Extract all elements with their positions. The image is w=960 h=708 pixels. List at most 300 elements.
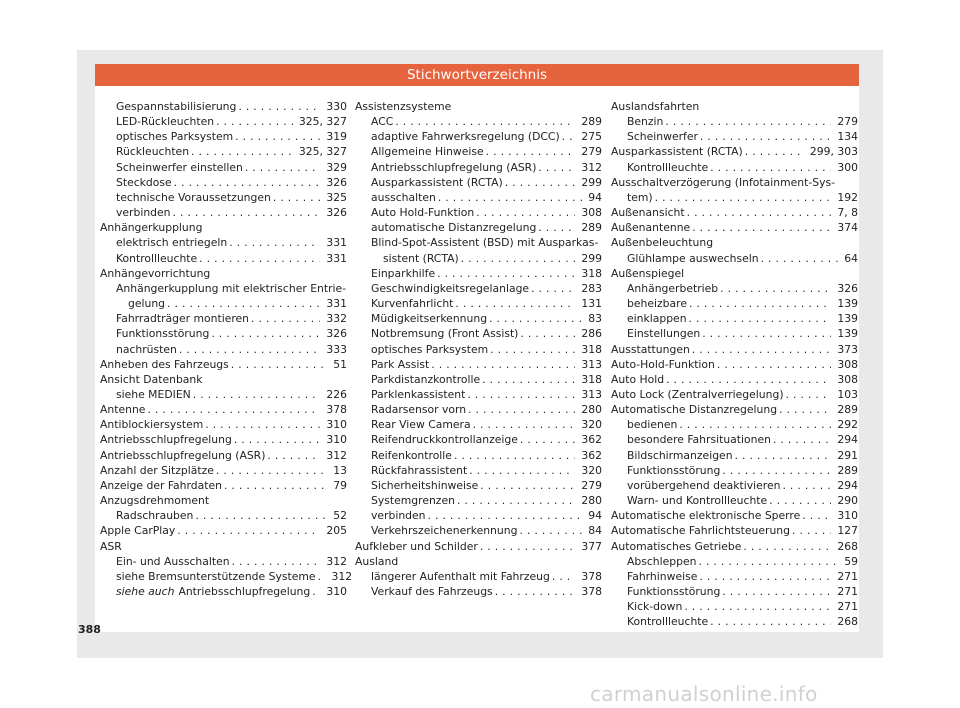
dot-leader <box>437 266 575 281</box>
dot-leader <box>199 251 320 266</box>
index-entry-term <box>116 175 172 190</box>
dot-leader <box>482 372 575 387</box>
index-entry-text: Kick-down <box>627 600 683 614</box>
index-entry-page: 286 <box>581 327 602 341</box>
index-entry-term <box>371 584 493 599</box>
index-entry-text: beheizbare <box>627 297 687 311</box>
index-entry-text: Funktionsstörung <box>627 463 721 477</box>
index-entry-text: Bildschirmanzeigen <box>627 448 733 462</box>
index-entry-page: 308 <box>837 372 858 386</box>
index-entry-term <box>116 160 243 175</box>
index-entry-term <box>371 569 550 584</box>
index-entry <box>611 281 858 296</box>
index-entry <box>611 417 858 432</box>
index-entry-term <box>627 584 720 599</box>
index-entry-term <box>371 175 503 190</box>
index-entry <box>100 387 347 402</box>
index-entry <box>611 114 858 129</box>
index-entry-page: 275 <box>581 130 602 144</box>
dot-leader <box>216 114 293 129</box>
index-entry <box>611 493 858 508</box>
index-entry-text: Automatische Fahrlichtsteuerung <box>611 524 791 538</box>
index-entry-term <box>371 311 487 326</box>
index-entry-page: 299 <box>581 251 602 265</box>
index-entry-term <box>116 387 191 402</box>
index-entry-text: technische Voraussetzungen <box>116 190 271 204</box>
index-entry-page: 103 <box>837 387 858 401</box>
index-entry <box>100 417 347 432</box>
index-entry-term <box>371 220 536 235</box>
dot-leader <box>531 281 575 296</box>
index-entry-page: 139 <box>837 297 858 311</box>
index-entry <box>100 463 347 478</box>
index-entry <box>611 251 858 266</box>
index-entry-text: Antriebsschlupfregelung <box>100 433 232 447</box>
index-entry-term <box>116 251 197 266</box>
index-entry-term <box>116 190 271 205</box>
dot-leader <box>761 251 839 266</box>
index-entry-page: 226 <box>326 387 347 401</box>
index-entry-page: 83 <box>588 312 602 326</box>
index-entry-text: Geschwindigkeitsregelanlage <box>371 281 530 295</box>
index-entry-term <box>371 205 474 220</box>
dot-leader <box>395 114 575 129</box>
dot-leader <box>802 508 831 523</box>
index-entry <box>100 432 347 447</box>
index-entry <box>355 508 602 523</box>
index-entry <box>611 569 858 584</box>
dot-leader <box>786 387 832 402</box>
index-entry-text: verbinden <box>371 509 426 523</box>
index-entry-term <box>371 372 480 387</box>
index-entry <box>100 554 347 569</box>
index-entry-text: Auto Hold <box>611 372 665 386</box>
dot-leader <box>700 129 831 144</box>
index-entry-page: 131 <box>581 297 602 311</box>
index-entry-page: 319 <box>326 130 347 144</box>
dot-leader <box>505 175 576 190</box>
index-entry-term <box>627 326 700 341</box>
index-entry-text: Automatisches Getriebe <box>611 539 742 553</box>
dot-leader <box>438 190 582 205</box>
index-entry-text: Auto Lock (Zentralverriegelung) <box>611 387 784 401</box>
index-entry-page: 279 <box>581 145 602 159</box>
index-entry-term <box>128 296 165 311</box>
index-entry-page: 280 <box>581 494 602 508</box>
index-entry-text: Systemgrenzen <box>371 494 455 508</box>
index-entry-term <box>371 281 529 296</box>
index-entry-text: sistent (RCTA) <box>383 251 459 265</box>
index-entry-page: 294 <box>837 433 858 447</box>
index-entry-term <box>627 190 653 205</box>
index-entry <box>355 114 602 129</box>
dot-leader <box>779 402 831 417</box>
index-entry <box>100 402 347 417</box>
index-entry-text: Reifendruckkontrollanzeige <box>371 433 518 447</box>
dot-leader <box>467 387 575 402</box>
index-entry-page: 326 <box>326 206 347 220</box>
index-entry <box>355 478 602 493</box>
index-entry-page: 377 <box>581 539 602 553</box>
index-entry <box>100 99 347 114</box>
watermark: carmanualsonline.info <box>590 682 818 706</box>
dot-leader <box>687 205 832 220</box>
index-entry-text: Parkdistanzkontrolle <box>371 372 481 386</box>
index-entry-term <box>100 448 265 463</box>
index-entry-page: 331 <box>326 251 347 265</box>
index-heading: Außenbeleuchtung <box>611 236 714 250</box>
dot-leader <box>457 493 575 508</box>
index-entry <box>100 326 347 341</box>
dot-leader <box>665 114 831 129</box>
dot-leader <box>679 417 831 432</box>
index-entry-term <box>116 584 310 599</box>
index-entry-text: besondere Fahrsituationen <box>627 433 771 447</box>
index-entry <box>100 205 347 220</box>
dot-leader <box>238 99 320 114</box>
index-entry-page: 333 <box>326 342 347 356</box>
index-entry-page: 310 <box>326 585 347 598</box>
index-entry <box>611 311 858 326</box>
dot-leader <box>792 523 831 538</box>
dot-leader <box>167 296 320 311</box>
index-entry-page: 332 <box>326 312 347 326</box>
index-entry-term <box>383 251 459 266</box>
index-entry-term <box>371 493 455 508</box>
index-entry-text: vorübergehend deaktivieren <box>627 478 781 492</box>
index-heading: Anhängevorrichtung <box>100 266 211 280</box>
index-entry-term <box>627 114 663 129</box>
index-entry-term <box>611 144 743 159</box>
index-column-3 <box>611 99 858 629</box>
dot-leader <box>174 175 321 190</box>
index-entry <box>355 281 602 296</box>
dot-leader <box>520 326 575 341</box>
index-entry-page: 312 <box>326 554 347 568</box>
index-entry-text: Anzeige der Fahrdaten <box>100 478 222 492</box>
index-entry-page: 325, 327 <box>298 145 347 159</box>
index-heading: Anhängerkupplung mit elektrischer Entrie- <box>116 281 347 295</box>
index-entry-text: nachrüsten <box>116 342 177 356</box>
dot-leader <box>538 220 575 235</box>
index-entry-page: 294 <box>837 478 858 492</box>
index-entry <box>611 342 858 357</box>
index-entry-text: Anzahl der Sitzplätze <box>100 463 214 477</box>
page-number: 388 <box>78 623 101 636</box>
index-entry <box>355 493 602 508</box>
index-entry-text: Antriebsschlupfregelung (ASR) <box>100 448 266 462</box>
index-entry-term <box>371 342 488 357</box>
dot-leader <box>461 251 576 266</box>
index-entry <box>100 190 347 205</box>
index-entry <box>355 432 602 447</box>
index-entry-term <box>611 387 784 402</box>
dot-leader <box>229 235 320 250</box>
index-entry <box>611 599 858 614</box>
index-entry-page: 84 <box>588 524 602 538</box>
index-entry-page: 331 <box>326 297 347 311</box>
index-entry-page: 300 <box>837 160 858 174</box>
index-entry-text: automatische Distanzregelung <box>371 221 537 235</box>
index-entry-page: 205 <box>326 524 347 538</box>
index-entry-term <box>100 478 222 493</box>
index-entry-page: 362 <box>581 433 602 447</box>
index-see-also: siehe auch <box>116 585 175 598</box>
index-entry-page: 292 <box>837 418 858 432</box>
index-entry <box>611 190 858 205</box>
index-heading: Außenspiegel <box>611 266 685 280</box>
index-entry-term <box>371 357 429 372</box>
index-entry-text: Scheinwerfer einstellen <box>116 160 243 174</box>
index-entry-term <box>627 569 697 584</box>
index-entry <box>100 523 347 538</box>
index-entry-text: Einstellungen <box>627 327 701 341</box>
index-heading: ASR <box>100 539 122 553</box>
index-entry-term <box>371 448 452 463</box>
dot-leader <box>743 539 831 554</box>
index-entry <box>355 311 602 326</box>
index-entry-text: optisches Parksystem <box>371 342 489 356</box>
index-entry-page: 289 <box>837 403 858 417</box>
index-entry-term <box>371 523 517 538</box>
dot-leader <box>232 554 321 569</box>
dot-leader <box>666 372 831 387</box>
index-entry-text: Kurvenfahrlicht <box>371 297 454 311</box>
dot-leader <box>689 311 832 326</box>
index-entry-text: Abschleppen <box>627 554 697 568</box>
index-entry-term <box>371 190 436 205</box>
index-entry-text: Antiblockiersystem <box>100 418 204 432</box>
dot-leader <box>495 584 576 599</box>
index-entry-page: 310 <box>326 433 347 447</box>
index-entry-page: 139 <box>837 312 858 326</box>
dot-leader <box>195 508 327 523</box>
index-entry <box>355 569 602 584</box>
dot-leader <box>722 584 831 599</box>
dot-leader <box>773 432 831 447</box>
index-entry-page: 318 <box>581 342 602 356</box>
index-entry-term <box>371 266 435 281</box>
index-entry-page: 313 <box>581 357 602 371</box>
index-entry-page: 326 <box>326 327 347 341</box>
dot-leader <box>147 402 320 417</box>
dot-leader <box>689 296 831 311</box>
dot-leader <box>455 296 575 311</box>
index-entry-text: Antenne <box>100 403 146 417</box>
index-entry-text: Notbremsung (Front Assist) <box>371 327 519 341</box>
dot-leader <box>251 311 320 326</box>
index-entry-term <box>116 114 214 129</box>
index-entry-term <box>371 387 465 402</box>
index-entry-term <box>611 402 777 417</box>
index-entry-page: 291 <box>837 448 858 462</box>
index-column-1 <box>100 99 353 599</box>
index-entry-page: 313 <box>581 387 602 401</box>
index-entry-text: längerer Aufenthalt mit Fahrzeug <box>371 569 550 583</box>
index-entry <box>355 160 602 175</box>
index-entry <box>355 251 602 266</box>
index-entry-text: Fahrhinweise <box>627 569 698 583</box>
index-entry-page: 312 <box>326 448 347 462</box>
dot-leader <box>699 569 831 584</box>
dot-leader <box>735 448 832 463</box>
index-entry-term <box>116 129 233 144</box>
index-entry-term <box>116 326 209 341</box>
index-entry <box>100 508 347 523</box>
index-entry <box>611 205 858 220</box>
dot-leader <box>224 478 327 493</box>
index-entry-text: Gespannstabilisierung <box>116 100 237 113</box>
dot-leader <box>538 160 575 175</box>
index-entry-page: 312 <box>581 160 602 174</box>
index-entry-page: 318 <box>581 266 602 280</box>
index-entry <box>100 235 347 250</box>
index-entry-text: Sicherheitshinweise <box>371 478 479 492</box>
index-entry <box>355 357 602 372</box>
dot-leader <box>205 417 320 432</box>
index-entry-term <box>116 144 189 159</box>
index-entry-text: Radschrauben <box>116 509 194 523</box>
index-entry <box>355 144 602 159</box>
dot-leader <box>692 220 831 235</box>
index-entry <box>611 614 858 629</box>
index-entry-text: Außenansicht <box>611 206 685 220</box>
index-entry <box>100 251 347 266</box>
index-entry-text: Ausparkassistent (RCTA) <box>371 175 503 189</box>
index-entry-page: 59 <box>844 554 858 568</box>
index-entry-page: 325, 327 <box>298 115 347 129</box>
index-entry-page: 362 <box>581 448 602 462</box>
index-entry-text: Einparkhilfe <box>371 266 436 280</box>
index-entry <box>100 478 347 493</box>
index-entry <box>611 463 858 478</box>
index-heading: Assistenzsysteme <box>355 100 452 113</box>
index-entry-page: 325 <box>326 190 347 204</box>
dot-leader <box>476 205 575 220</box>
index-entry-page: 7, 8 <box>837 206 858 220</box>
index-entry-text: siehe Bremsunterstützende Systeme <box>116 569 316 583</box>
dot-leader <box>177 523 320 538</box>
index-entry <box>100 342 347 357</box>
index-entry-text: Antriebsschlupfregelung <box>178 585 311 598</box>
index-entry <box>355 448 602 463</box>
index-entry <box>355 326 602 341</box>
index-entry-term <box>371 417 471 432</box>
index-entry-term <box>100 417 203 432</box>
index-entry <box>355 296 602 311</box>
index-entry-page: 378 <box>326 403 347 417</box>
index-entry-text: LED-Rückleuchten <box>116 115 215 129</box>
index-entry <box>355 175 602 190</box>
dot-leader <box>684 599 831 614</box>
index-entry <box>100 160 347 175</box>
index-entry-term <box>627 463 720 478</box>
index-entry-text: Rear View Camera <box>371 418 471 432</box>
index-entry-text: ACC <box>371 115 394 129</box>
index-entry-page: 329 <box>326 160 347 174</box>
index-entry-term <box>627 493 767 508</box>
index-entry-text: elektrisch entriegeln <box>116 236 228 250</box>
index-entry-term <box>371 296 453 311</box>
dot-leader <box>655 190 832 205</box>
index-entry-page: 289 <box>581 115 602 129</box>
index-entry-text: Antriebsschlupfregelung (ASR) <box>371 160 537 174</box>
dot-leader <box>428 508 583 523</box>
dot-leader <box>267 448 320 463</box>
index-entry-page: 134 <box>837 130 858 144</box>
index-entry <box>100 584 347 599</box>
index-entry-term <box>627 614 708 629</box>
index-entry <box>611 523 858 538</box>
index-entry <box>100 129 347 144</box>
index-entry <box>611 160 858 175</box>
dot-leader <box>431 357 575 372</box>
index-entry-page: 373 <box>837 342 858 356</box>
index-entry-term <box>371 402 466 417</box>
index-entry-page: 13 <box>333 463 347 477</box>
index-entry <box>100 448 347 463</box>
index-entry-text: Glühlampe auswechseln <box>627 251 759 265</box>
dot-leader <box>519 523 582 538</box>
index-entry-text: Benzin <box>627 115 664 129</box>
dot-leader <box>710 614 831 629</box>
index-entry-page: 308 <box>581 206 602 220</box>
index-entry-text: Allgemeine Hinweise <box>371 145 484 159</box>
index-entry-term <box>371 326 518 341</box>
index-entry-term <box>116 569 316 584</box>
index-entry-term <box>627 296 687 311</box>
index-entry-term <box>611 342 690 357</box>
index-entry-text: verbinden <box>116 206 171 220</box>
dot-leader <box>235 129 320 144</box>
index-entry-text: Aufkleber und Schilder <box>355 539 478 553</box>
dot-leader <box>769 493 831 508</box>
index-entry-text: Warn- und Kontrollleuchte <box>627 494 768 508</box>
index-entry-term <box>116 235 227 250</box>
dot-leader <box>318 569 326 584</box>
index-entry-page: 268 <box>837 615 858 629</box>
index-entry <box>611 220 858 235</box>
dot-leader <box>717 357 832 372</box>
index-entry <box>355 220 602 235</box>
dot-leader <box>552 569 576 584</box>
index-entry-text: Radarsensor vorn <box>371 403 467 417</box>
index-entry-term <box>627 129 698 144</box>
dot-leader <box>216 463 327 478</box>
index-entry <box>355 129 602 144</box>
index-entry-page: 289 <box>837 463 858 477</box>
section-title: Stichwortverzeichnis <box>406 67 548 83</box>
index-entry-text: Anheben des Fahrzeugs <box>100 357 229 371</box>
index-entry-term <box>627 281 718 296</box>
index-entry-text: Außenantenne <box>611 221 691 235</box>
index-entry-text: Steckdose <box>116 175 172 189</box>
index-heading: Ansicht Datenbank <box>100 372 203 386</box>
index-entry-text: Ein- und Ausschalten <box>116 554 230 568</box>
dot-leader <box>480 539 576 554</box>
index-entry-term <box>371 114 393 129</box>
dot-leader <box>469 463 575 478</box>
dot-leader <box>179 342 321 357</box>
index-entry-term <box>116 508 193 523</box>
index-entry-term <box>116 99 236 114</box>
index-entry-text: Park Assist <box>371 357 430 371</box>
index-entry <box>611 432 858 447</box>
index-entry-page: 279 <box>581 478 602 492</box>
index-entry <box>100 357 347 372</box>
index-entry-page: 94 <box>588 190 602 204</box>
index-entry <box>611 357 858 372</box>
